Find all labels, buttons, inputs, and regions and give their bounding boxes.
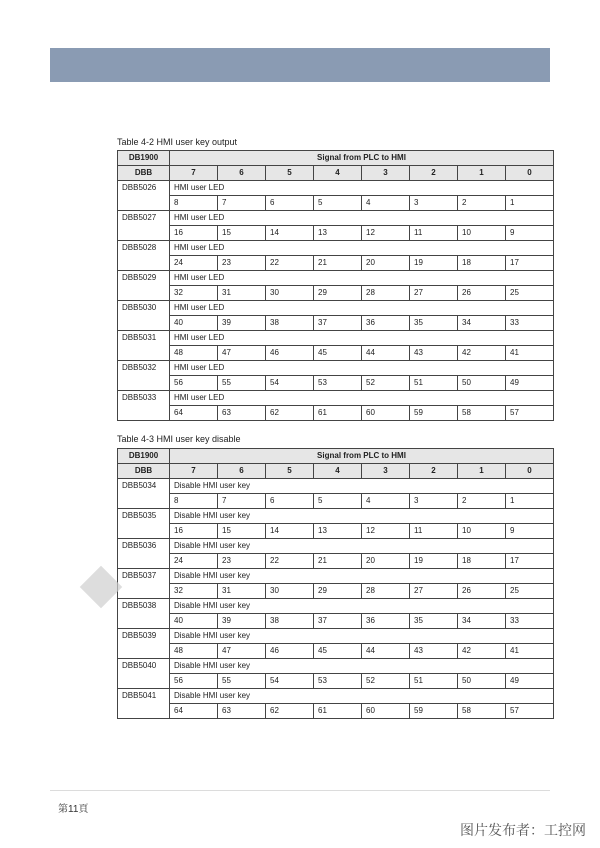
table-row xyxy=(118,509,554,524)
bit-value-cell: 43 xyxy=(410,644,458,659)
bit-value-cell: 24 xyxy=(170,256,218,271)
bit-value-cell: 31 xyxy=(218,584,266,599)
bit-value-cell: 32 xyxy=(170,584,218,599)
bit-value-cell: 37 xyxy=(314,614,362,629)
dbb-address: DBB5032 xyxy=(118,361,170,391)
bit-value-cell: 48 xyxy=(170,644,218,659)
db-header: DB1900 xyxy=(118,449,170,464)
row-description: Disable HMI user key xyxy=(170,569,554,584)
bit-value-cell: 17 xyxy=(506,256,554,271)
bit-value-cell: 56 xyxy=(170,376,218,391)
bit-value-cell: 38 xyxy=(266,614,314,629)
bit-value-cell: 62 xyxy=(266,406,314,421)
bit-value-cell: 5 xyxy=(314,196,362,211)
bit-value-cell: 44 xyxy=(362,346,410,361)
bit-value-cell: 15 xyxy=(218,226,266,241)
table-row xyxy=(118,599,554,614)
dbb-address: DBB5026 xyxy=(118,181,170,211)
row-description: HMI user LED xyxy=(170,361,554,376)
bit-value-cell: 57 xyxy=(506,406,554,421)
bit-value-cell: 11 xyxy=(410,524,458,539)
table-row-values xyxy=(118,584,554,599)
bit-value-cell: 57 xyxy=(506,704,554,719)
bit-value-cell: 26 xyxy=(458,584,506,599)
bit-header: 1 xyxy=(458,464,506,479)
bit-value-cell: 49 xyxy=(506,674,554,689)
bit-value-cell: 22 xyxy=(266,256,314,271)
watermark-shape xyxy=(80,566,122,608)
bit-value-cell: 21 xyxy=(314,554,362,569)
bit-header: 7 xyxy=(170,464,218,479)
bit-value-cell: 58 xyxy=(458,406,506,421)
bit-value-cell: 35 xyxy=(410,614,458,629)
bit-value-cell: 23 xyxy=(218,554,266,569)
bit-header: 7 xyxy=(170,166,218,181)
bit-value-cell: 16 xyxy=(170,226,218,241)
bit-value-cell: 40 xyxy=(170,614,218,629)
row-description: HMI user LED xyxy=(170,181,554,196)
bit-value-cell: 47 xyxy=(218,346,266,361)
bit-value-cell: 43 xyxy=(410,346,458,361)
bit-value-cell: 18 xyxy=(458,256,506,271)
table-row-values xyxy=(118,704,554,719)
bit-value-cell: 59 xyxy=(410,704,458,719)
bit-value-cell: 16 xyxy=(170,524,218,539)
table-row xyxy=(118,271,554,286)
table-row xyxy=(118,211,554,226)
bit-value-cell: 13 xyxy=(314,524,362,539)
table-header-row xyxy=(118,449,554,464)
dbb-address: DBB5041 xyxy=(118,689,170,719)
bit-value-cell: 18 xyxy=(458,554,506,569)
bit-value-cell: 62 xyxy=(266,704,314,719)
bit-value-cell: 41 xyxy=(506,346,554,361)
row-description: HMI user LED xyxy=(170,391,554,406)
bit-value-cell: 51 xyxy=(410,674,458,689)
table-row-values xyxy=(118,196,554,211)
bit-value-cell: 60 xyxy=(362,406,410,421)
table-row-values xyxy=(118,346,554,361)
table-caption: Table 4-2 HMI user key output xyxy=(117,137,238,147)
bit-value-cell: 61 xyxy=(314,704,362,719)
dbb-address: DBB5031 xyxy=(118,331,170,361)
row-description: Disable HMI user key xyxy=(170,659,554,674)
bit-value-cell: 4 xyxy=(362,494,410,509)
bit-value-cell: 19 xyxy=(410,554,458,569)
bit-value-cell: 25 xyxy=(506,584,554,599)
row-description: HMI user LED xyxy=(170,241,554,256)
bit-value-cell: 29 xyxy=(314,584,362,599)
bit-value-cell: 52 xyxy=(362,674,410,689)
bit-header: 0 xyxy=(506,166,554,181)
bit-header: 6 xyxy=(218,166,266,181)
bit-value-cell: 56 xyxy=(170,674,218,689)
bit-value-cell: 34 xyxy=(458,316,506,331)
bit-value-cell: 2 xyxy=(458,196,506,211)
bit-value-cell: 4 xyxy=(362,196,410,211)
bit-value-cell: 2 xyxy=(458,494,506,509)
bit-value-cell: 51 xyxy=(410,376,458,391)
table-row-values xyxy=(118,376,554,391)
row-description: Disable HMI user key xyxy=(170,509,554,524)
bit-value-cell: 53 xyxy=(314,376,362,391)
bit-value-cell: 53 xyxy=(314,674,362,689)
bit-value-cell: 20 xyxy=(362,256,410,271)
table-row-values xyxy=(118,226,554,241)
table-row xyxy=(118,241,554,256)
bit-value-cell: 40 xyxy=(170,316,218,331)
bit-header: 5 xyxy=(266,166,314,181)
bit-header: 4 xyxy=(314,464,362,479)
bit-value-cell: 21 xyxy=(314,256,362,271)
table-caption: Table 4-3 HMI user key disable xyxy=(117,434,241,444)
dbb-header: DBB xyxy=(118,464,170,479)
bit-header-row xyxy=(118,464,554,479)
bit-value-cell: 54 xyxy=(266,674,314,689)
dbb-address: DBB5030 xyxy=(118,301,170,331)
bit-value-cell: 33 xyxy=(506,614,554,629)
bit-header: 5 xyxy=(266,464,314,479)
dbb-address: DBB5029 xyxy=(118,271,170,301)
row-description: HMI user LED xyxy=(170,211,554,226)
bit-value-cell: 63 xyxy=(218,704,266,719)
bit-header: 6 xyxy=(218,464,266,479)
bit-value-cell: 6 xyxy=(266,196,314,211)
bit-value-cell: 58 xyxy=(458,704,506,719)
table-row xyxy=(118,659,554,674)
bit-value-cell: 8 xyxy=(170,494,218,509)
dbb-address: DBB5037 xyxy=(118,569,170,599)
bit-value-cell: 1 xyxy=(506,196,554,211)
bit-value-cell: 45 xyxy=(314,346,362,361)
page-number: 第11頁 xyxy=(58,804,89,815)
bit-value-cell: 50 xyxy=(458,674,506,689)
dbb-address: DBB5034 xyxy=(118,479,170,509)
table-row xyxy=(118,689,554,704)
bit-value-cell: 42 xyxy=(458,346,506,361)
bit-header: 2 xyxy=(410,464,458,479)
row-description: HMI user LED xyxy=(170,301,554,316)
bit-value-cell: 64 xyxy=(170,704,218,719)
bit-value-cell: 55 xyxy=(218,376,266,391)
bit-value-cell: 3 xyxy=(410,494,458,509)
bit-value-cell: 26 xyxy=(458,286,506,301)
bit-value-cell: 31 xyxy=(218,286,266,301)
bit-value-cell: 12 xyxy=(362,524,410,539)
row-description: HMI user LED xyxy=(170,331,554,346)
row-description: Disable HMI user key xyxy=(170,539,554,554)
table-row-values xyxy=(118,286,554,301)
bit-header-row xyxy=(118,166,554,181)
bit-value-cell: 1 xyxy=(506,494,554,509)
table-row-values xyxy=(118,614,554,629)
row-description: Disable HMI user key xyxy=(170,599,554,614)
bit-value-cell: 61 xyxy=(314,406,362,421)
table-row-values xyxy=(118,316,554,331)
bit-value-cell: 13 xyxy=(314,226,362,241)
bit-header: 2 xyxy=(410,166,458,181)
bit-value-cell: 25 xyxy=(506,286,554,301)
bit-value-cell: 39 xyxy=(218,316,266,331)
bit-header: 1 xyxy=(458,166,506,181)
bit-value-cell: 3 xyxy=(410,196,458,211)
dbb-address: DBB5039 xyxy=(118,629,170,659)
bit-value-cell: 15 xyxy=(218,524,266,539)
bit-value-cell: 48 xyxy=(170,346,218,361)
bit-value-cell: 38 xyxy=(266,316,314,331)
table-row xyxy=(118,391,554,406)
bit-header: 3 xyxy=(362,464,410,479)
bit-value-cell: 19 xyxy=(410,256,458,271)
bit-value-cell: 55 xyxy=(218,674,266,689)
db-header: DB1900 xyxy=(118,151,170,166)
bit-value-cell: 54 xyxy=(266,376,314,391)
bit-value-cell: 45 xyxy=(314,644,362,659)
bit-value-cell: 52 xyxy=(362,376,410,391)
bit-value-cell: 9 xyxy=(506,524,554,539)
dbb-address: DBB5028 xyxy=(118,241,170,271)
bit-value-cell: 63 xyxy=(218,406,266,421)
bit-value-cell: 64 xyxy=(170,406,218,421)
footer-divider xyxy=(50,790,550,791)
bit-value-cell: 49 xyxy=(506,376,554,391)
bit-value-cell: 34 xyxy=(458,614,506,629)
bit-value-cell: 41 xyxy=(506,644,554,659)
row-description: HMI user LED xyxy=(170,271,554,286)
bit-header: 0 xyxy=(506,464,554,479)
dbb-address: DBB5033 xyxy=(118,391,170,421)
hmi-user-key-disable-table xyxy=(117,448,554,719)
table-row-values xyxy=(118,256,554,271)
table-row-values xyxy=(118,644,554,659)
table-row xyxy=(118,361,554,376)
bit-value-cell: 14 xyxy=(266,524,314,539)
signal-header: Signal from PLC to HMI xyxy=(170,151,554,166)
bit-value-cell: 44 xyxy=(362,644,410,659)
dbb-address: DBB5027 xyxy=(118,211,170,241)
bit-value-cell: 46 xyxy=(266,346,314,361)
bit-header: 3 xyxy=(362,166,410,181)
dbb-address: DBB5038 xyxy=(118,599,170,629)
bit-value-cell: 23 xyxy=(218,256,266,271)
bit-value-cell: 27 xyxy=(410,584,458,599)
table-row xyxy=(118,479,554,494)
bit-value-cell: 24 xyxy=(170,554,218,569)
bit-value-cell: 5 xyxy=(314,494,362,509)
bit-value-cell: 9 xyxy=(506,226,554,241)
table-header-row xyxy=(118,151,554,166)
table-row xyxy=(118,569,554,584)
header-band xyxy=(50,48,550,82)
bit-value-cell: 46 xyxy=(266,644,314,659)
bit-value-cell: 36 xyxy=(362,316,410,331)
dbb-address: DBB5035 xyxy=(118,509,170,539)
bit-value-cell: 50 xyxy=(458,376,506,391)
row-description: Disable HMI user key xyxy=(170,629,554,644)
bit-value-cell: 20 xyxy=(362,554,410,569)
bit-value-cell: 8 xyxy=(170,196,218,211)
bit-value-cell: 30 xyxy=(266,584,314,599)
bit-value-cell: 28 xyxy=(362,286,410,301)
bit-value-cell: 27 xyxy=(410,286,458,301)
table-row-values xyxy=(118,494,554,509)
bit-value-cell: 39 xyxy=(218,614,266,629)
row-description: Disable HMI user key xyxy=(170,479,554,494)
table-row xyxy=(118,301,554,316)
table-row-values xyxy=(118,524,554,539)
table-row xyxy=(118,181,554,196)
table-row-values xyxy=(118,554,554,569)
bit-value-cell: 29 xyxy=(314,286,362,301)
bit-value-cell: 47 xyxy=(218,644,266,659)
bit-value-cell: 35 xyxy=(410,316,458,331)
bit-value-cell: 59 xyxy=(410,406,458,421)
bit-value-cell: 10 xyxy=(458,524,506,539)
bit-value-cell: 36 xyxy=(362,614,410,629)
bit-value-cell: 30 xyxy=(266,286,314,301)
bit-value-cell: 17 xyxy=(506,554,554,569)
bit-value-cell: 33 xyxy=(506,316,554,331)
bit-value-cell: 14 xyxy=(266,226,314,241)
table-row-values xyxy=(118,674,554,689)
hmi-user-key-output-table xyxy=(117,150,554,421)
bit-value-cell: 42 xyxy=(458,644,506,659)
image-credit: 图片发布者：工控网 xyxy=(460,822,586,838)
bit-value-cell: 22 xyxy=(266,554,314,569)
bit-value-cell: 7 xyxy=(218,196,266,211)
signal-header: Signal from PLC to HMI xyxy=(170,449,554,464)
dbb-header: DBB xyxy=(118,166,170,181)
table-row xyxy=(118,539,554,554)
bit-value-cell: 28 xyxy=(362,584,410,599)
bit-value-cell: 6 xyxy=(266,494,314,509)
table-row xyxy=(118,629,554,644)
bit-header: 4 xyxy=(314,166,362,181)
dbb-address: DBB5040 xyxy=(118,659,170,689)
bit-value-cell: 10 xyxy=(458,226,506,241)
bit-value-cell: 60 xyxy=(362,704,410,719)
bit-value-cell: 7 xyxy=(218,494,266,509)
row-description: Disable HMI user key xyxy=(170,689,554,704)
bit-value-cell: 37 xyxy=(314,316,362,331)
bit-value-cell: 11 xyxy=(410,226,458,241)
dbb-address: DBB5036 xyxy=(118,539,170,569)
table-row-values xyxy=(118,406,554,421)
bit-value-cell: 32 xyxy=(170,286,218,301)
table-row xyxy=(118,331,554,346)
bit-value-cell: 12 xyxy=(362,226,410,241)
